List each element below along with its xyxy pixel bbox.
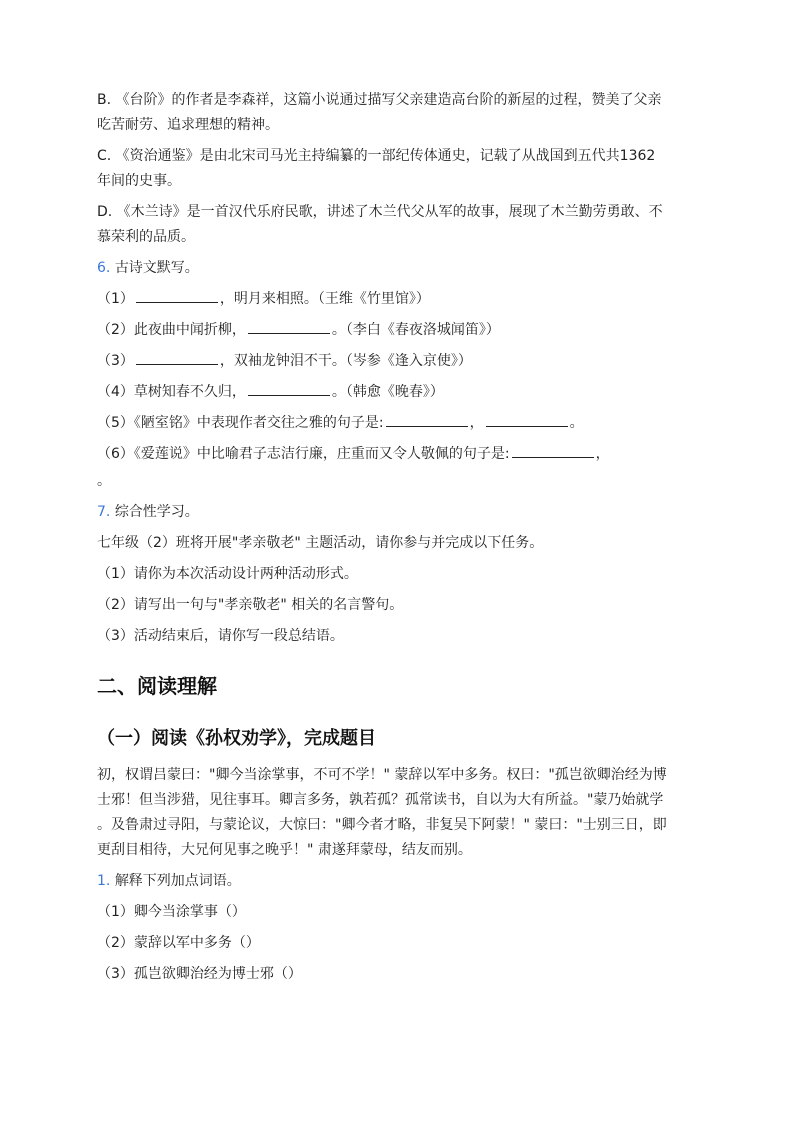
item-separator: ， [595, 446, 610, 462]
option-c [97, 144, 697, 194]
item-text: ，明月来相照。（王维《竹里馆》） [219, 291, 430, 307]
reading-passage [97, 763, 697, 863]
item-text: ，双袖龙钟泪不干。（岑参《逢入京使》） [219, 353, 472, 369]
q6-item-6-end: 。 [97, 473, 111, 489]
answer-blank[interactable] [386, 412, 468, 427]
question-6-heading [97, 256, 697, 281]
q6-item-2 [97, 318, 697, 343]
q7-item-1: （1）请你为本次活动设计两种活动形式。 [97, 566, 358, 582]
q6-item-6 [97, 442, 697, 467]
item-text: （1） [97, 291, 134, 307]
question-title: 综合性学习。 [114, 504, 199, 520]
question-title: 解释下列加点词语。 [114, 873, 241, 889]
option-b-line-1: B. 《台阶》的作者是李森祥，这篇小说通过描写父亲建造高台阶的新屋的过程，赞美了父亲 [97, 92, 662, 108]
q7-intro: 七年级（2）班将开展"孝亲敬老" 主题活动，请你参与并完成以下任务。 [97, 535, 544, 551]
q6-item-3 [97, 349, 697, 374]
question-title: 古诗文默写。 [114, 260, 199, 276]
answer-blank[interactable] [512, 443, 594, 458]
item-end: 。 [569, 415, 584, 431]
item-text: 。（李白《春夜洛城闻笛》） [331, 322, 500, 338]
item-separator: ， [469, 415, 484, 431]
subsection-title: （一）阅读《孙权劝学》，完成题目 [97, 728, 376, 749]
answer-blank[interactable] [136, 288, 218, 303]
item-text: （3） [97, 353, 134, 369]
question-number: 1. [97, 873, 111, 889]
reading-question-1-heading [97, 869, 697, 894]
answer-blank[interactable] [248, 381, 330, 396]
passage-line: 初，权谓吕蒙曰："卿今当涂掌事，不可不学！" 蒙辞以军中多务。权曰："孤岂欲卿治经为博 [97, 767, 667, 783]
reading-q1-item-2: （2）蒙辞以军中多务（） [97, 935, 260, 951]
passage-line: 更刮目相待，大兄何见事之晚乎！" 肃遂拜蒙母，结友而别。 [97, 842, 472, 858]
question-number: 6. [97, 260, 111, 276]
reading-q1-item-1: （1）卿今当涂掌事（） [97, 904, 246, 920]
option-c-line-2: 年间的史事。 [97, 173, 181, 189]
q6-item-1 [97, 287, 697, 312]
option-d-line-2: 慕荣利的品质。 [97, 229, 195, 245]
reading-q1-item-3: （3）孤岂欲卿治经为博士邪（） [97, 966, 302, 982]
q6-item-4 [97, 380, 697, 405]
option-b-line-2: 吃苦耐劳、追求理想的精神。 [97, 117, 279, 133]
item-text: （4）草树知春不久归， [97, 384, 246, 400]
item-text: （2）此夜曲中闻折柳， [97, 322, 246, 338]
option-b [97, 88, 697, 138]
q6-item-5 [97, 411, 697, 436]
item-text: （6）《爱莲说》中比喻君子志洁行廉，庄重而又令人敬佩的句子是: [97, 446, 510, 462]
q7-item-3: （3）活动结束后，请你写一段总结语。 [97, 628, 344, 644]
document-page [97, 88, 697, 993]
question-number: 7. [97, 504, 111, 520]
passage-line: 。及鲁肃过寻阳，与蒙论议，大惊曰："卿今者才略，非复吴下阿蒙！" 蒙曰："士别三日，即 [97, 817, 667, 833]
option-d-line-1: D. 《木兰诗》是一首汉代乐府民歌，讲述了木兰代父从军的故事，展现了木兰勤劳勇敢、不 [97, 204, 663, 220]
passage-line: 士邪！但当涉猎，见往事耳。卿言多务，孰若孤？孤常读书，自以为大有所益。"蒙乃始就学 [97, 792, 664, 808]
answer-blank[interactable] [248, 319, 330, 334]
item-text: （5）《陋室铭》中表现作者交往之雅的句子是: [97, 415, 384, 431]
option-d [97, 200, 697, 250]
section-title: 二、阅读理解 [97, 674, 217, 698]
answer-blank[interactable] [486, 412, 568, 427]
q7-item-2: （2）请写出一句与"孝亲敬老" 相关的名言警句。 [97, 597, 404, 613]
answer-blank[interactable] [136, 350, 218, 365]
question-7-heading [97, 500, 697, 525]
option-c-line-1: C. 《资治通鉴》是由北宋司马光主持编纂的一部纪传体通史，记载了从战国到五代共1362 [97, 148, 656, 164]
item-text: 。（韩愈《晚春》） [331, 384, 444, 400]
